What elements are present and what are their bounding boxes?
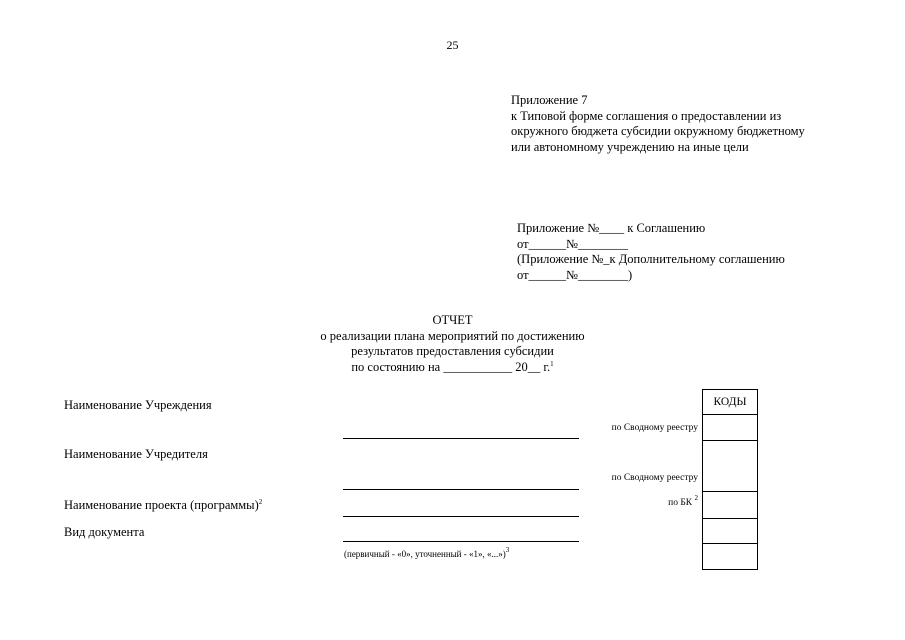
report-heading: ОТЧЕТ bbox=[432, 313, 473, 327]
code-cell-extra[interactable] bbox=[703, 544, 758, 570]
agreement-reference bbox=[517, 221, 785, 283]
footnote-marker: 2 bbox=[694, 494, 698, 502]
page-number: 25 bbox=[446, 38, 459, 52]
code-cell-registry-founder[interactable] bbox=[703, 441, 758, 492]
code-cell-doc-type[interactable] bbox=[703, 519, 758, 544]
report-title bbox=[0, 313, 905, 375]
appendix-line: или автономному учреждению на иные цели bbox=[511, 139, 749, 154]
footnote-marker: 2 bbox=[258, 498, 263, 506]
doc-type-hint bbox=[344, 546, 510, 559]
report-date-line bbox=[0, 360, 905, 376]
founder-label: Наименование Учредителя bbox=[64, 447, 208, 461]
appendix-line: окружного бюджета субсидии окружному бюджетному bbox=[511, 124, 805, 138]
doc-type-label: Вид документа bbox=[64, 525, 145, 539]
report-date-text: по состоянию на ___________ 20__ г. bbox=[351, 359, 551, 374]
founder-field[interactable] bbox=[343, 489, 579, 490]
bk-label bbox=[668, 494, 698, 508]
code-cell-registry-institution[interactable] bbox=[703, 415, 758, 441]
bk-label-text: по БК bbox=[668, 498, 693, 508]
footnote-marker: 3 bbox=[505, 546, 510, 554]
appendix-line: Приложение 7 bbox=[511, 93, 588, 107]
project-label bbox=[64, 498, 262, 513]
registry-label: по Сводному реестру bbox=[611, 473, 698, 483]
registry-label: по Сводному реестру bbox=[611, 423, 698, 433]
appendix-line: к Типовой форме соглашения о предоставлении из bbox=[511, 108, 782, 123]
report-subtitle: о реализации плана мероприятий по достижению bbox=[320, 328, 585, 343]
doc-type-field[interactable] bbox=[343, 541, 579, 542]
codes-header: КОДЫ bbox=[703, 390, 758, 415]
appendix-note bbox=[511, 93, 805, 155]
project-field[interactable] bbox=[343, 516, 579, 517]
agreement-line: Приложение №____ к Соглашению bbox=[517, 221, 706, 235]
codes-table bbox=[702, 389, 758, 570]
code-cell-bk[interactable] bbox=[703, 492, 758, 519]
footnote-marker: 1 bbox=[550, 359, 554, 368]
agreement-line: от______№________ bbox=[517, 236, 628, 251]
doc-type-hint-text: (первичный - «0», уточненный - «1», «...») bbox=[344, 549, 506, 559]
agreement-line: (Приложение №_к Дополнительному соглашению bbox=[517, 252, 785, 266]
institution-label: Наименование Учреждения bbox=[64, 398, 212, 412]
report-subtitle: результатов предоставления субсидии bbox=[351, 344, 554, 358]
institution-field[interactable] bbox=[343, 438, 579, 439]
agreement-line: от______№________) bbox=[517, 267, 633, 282]
project-label-text: Наименование проекта (программы) bbox=[64, 498, 259, 512]
